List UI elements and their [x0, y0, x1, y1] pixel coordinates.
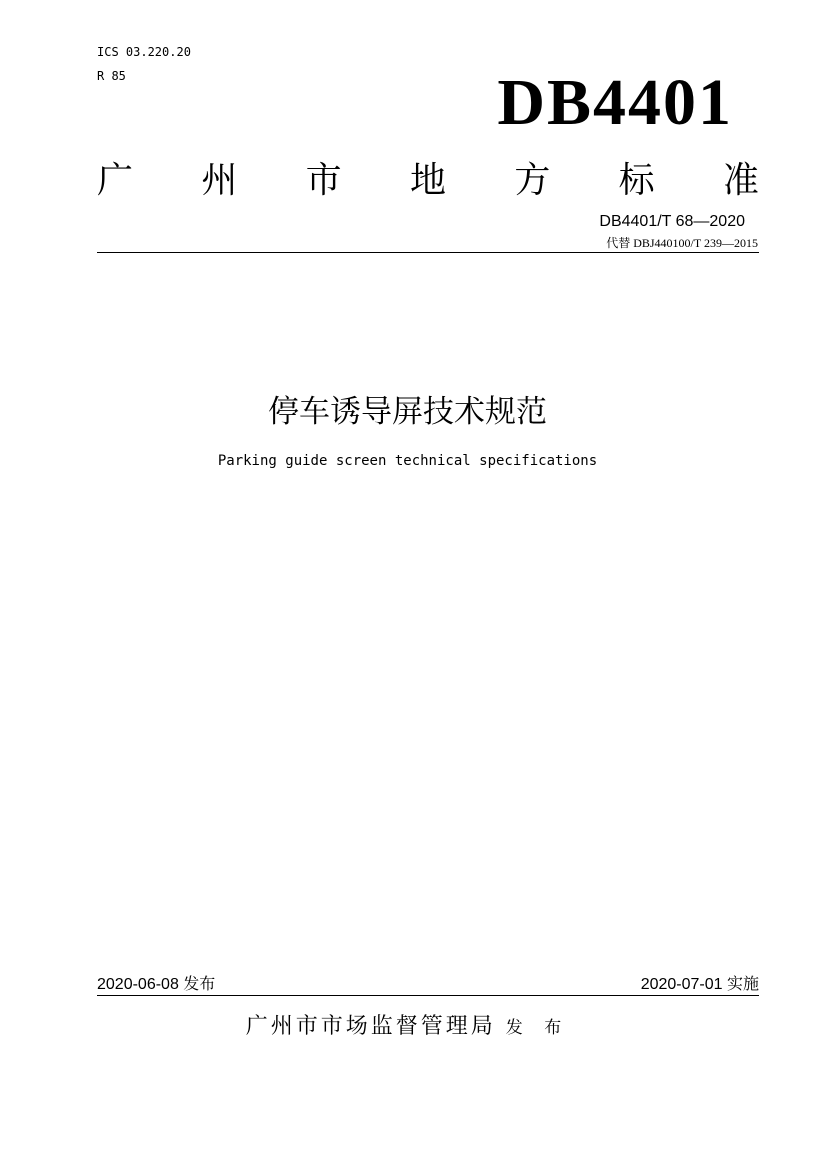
- standard-type-char: 市: [305, 160, 342, 201]
- publish-action: 发 布: [505, 1018, 570, 1038]
- standard-type-char: 广: [97, 160, 134, 201]
- issue-date: 2020-06-08 发布: [97, 976, 216, 993]
- publisher-line: [0, 1010, 815, 1045]
- standard-type-char: 准: [722, 160, 759, 201]
- implementation-date: 2020-07-01 实施: [640, 976, 759, 993]
- standard-type-char: 标: [618, 160, 655, 201]
- ccs-code: R 85: [97, 69, 126, 83]
- replaces-note: 代替 DBJ440100/T 239—2015: [606, 236, 758, 250]
- document-title-cn: 停车诱导屏技术规范: [268, 394, 547, 430]
- standard-type-char: 方: [514, 160, 551, 201]
- publisher-org: 广州市市场监督管理局: [245, 1014, 496, 1039]
- db-code-heading: DB4401: [497, 66, 733, 139]
- standard-type-heading: [97, 157, 759, 205]
- ics-code: ICS 03.220.20: [97, 45, 191, 59]
- standard-type-char: 州: [201, 160, 238, 201]
- standard-number: DB4401/T 68—2020: [599, 213, 745, 230]
- standard-type-char: 地: [409, 160, 446, 201]
- document-title-en: Parking guide screen technical specifications: [217, 453, 598, 469]
- header-divider: [97, 252, 759, 253]
- footer-divider: [97, 995, 759, 996]
